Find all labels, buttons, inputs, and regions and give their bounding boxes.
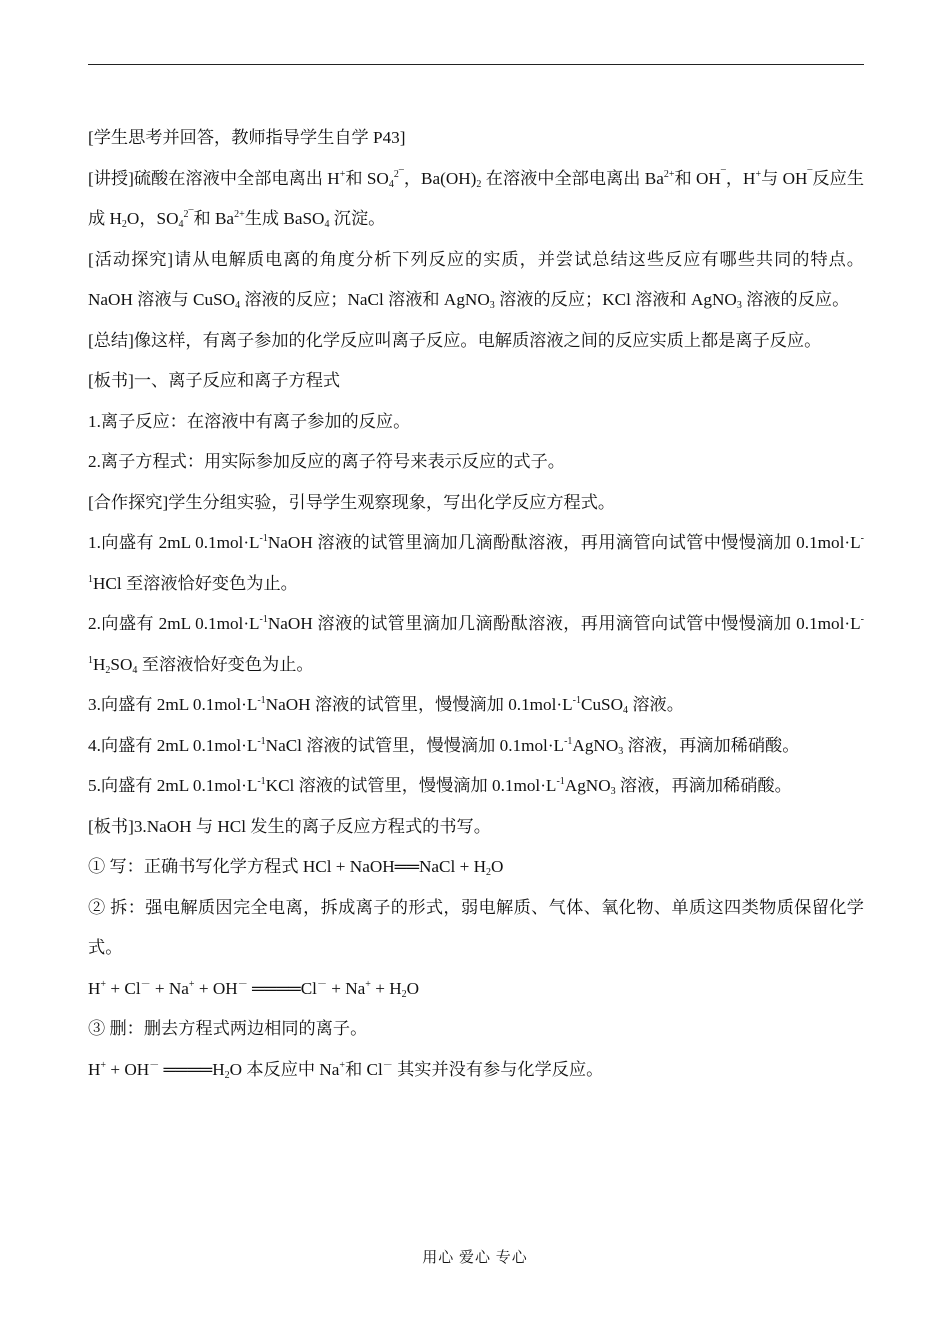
paragraph-board-step-heading: [板书]3.NaOH 与 HCl 发生的离子反应方程式的书写。 bbox=[88, 816, 491, 836]
experiment-item-3: 3.向盛有 2mL $0.1mol\cdot L^{-1}NaOH$ 溶液的试管里，慢慢滴加 $0.1mol\cdot L^{-1}CuSO_4$ 溶液。 bbox=[88, 695, 684, 716]
step-write: ① 写：正确书写化学方程式 HCl + NaOH══NaCl + $H_2O$ bbox=[88, 857, 504, 878]
paragraph-activity: [活动探究]请从电解质电离的角度分析下列反应的实质，并尝试总结这些反应有哪些共同的特点。NaOH 溶液与 CuSO$_4$ 溶液的反应；NaCl 溶液和 AgNO$_3$ 溶液的反应；KCl 溶液和 AgNO$_3$ 溶液的反应。 bbox=[88, 249, 864, 311]
document-body bbox=[88, 118, 864, 1090]
equation-net-ionic: H+ + OH－ $════H_2O$ 本反应中 Na+和 Cl－ 其实并没有参与化学反应。 bbox=[88, 1059, 604, 1081]
paragraph-definition-ionic-reaction: 1.离子反应：在溶液中有离子参加的反应。 bbox=[88, 411, 411, 431]
experiment-item-1: 1.向盛有 2mL $0.1mol\cdot L^{-1}NaOH$ 溶液的试管里滴加几滴酚酞溶液，再用滴管向试管中慢慢滴加 $0.1mol\cdot L^{-1}HCl$ 至溶液恰好变色为止。 bbox=[88, 533, 864, 593]
experiment-item-4: 4.向盛有 2mL $0.1mol\cdot L^{-1}NaCl$ 溶液的试管里，慢慢滴加 $0.1mol\cdot L^{-1}AgNO_3$ 溶液，再滴加稀硝酸。 bbox=[88, 735, 800, 757]
equation-full-ionic: H+ + Cl－ + Na+ + OH－ ════Cl－ + $Na^+ + H_2O$ bbox=[88, 978, 420, 1000]
step-split: ② 拆：强电解质因完全电离，拆成离子的形式，弱电解质、气体、氧化物、单质这四类物质保留化学式。 bbox=[88, 897, 864, 957]
paragraph-student-thinking: [学生思考并回答，教师指导学生自学 P43] bbox=[88, 128, 406, 147]
paragraph-cooperative-inquiry: [合作探究]学生分组实验，引导学生观察现象，写出化学反应方程式。 bbox=[88, 492, 616, 512]
header-rule bbox=[88, 64, 864, 65]
experiment-item-5: 5.向盛有 2mL $0.1mol\cdot L^{-1}KCl$ 溶液的试管里，慢慢滴加 $0.1mol\cdot L^{-1}AgNO_3$ 溶液，再滴加稀硝酸。 bbox=[88, 776, 792, 797]
page-footer: 用心 爱心 专心 bbox=[422, 1250, 528, 1266]
paragraph-summary: [总结]像这样，有离子参加的化学反应叫离子反应。电解质溶液之间的反应实质上都是离子反应。 bbox=[88, 330, 822, 350]
experiment-item-2: 2.向盛有 2mL $0.1mol\cdot L^{-1}NaOH$ 溶液的试管里滴加几滴酚酞溶液，再用滴管向试管中慢慢滴加 $0.1mol\cdot L^{-1}H_2SO_4$ 至溶液恰好变色为止。 bbox=[88, 614, 864, 676]
paragraph-definition-ionic-equation: 2.离子方程式：用实际参加反应的离子符号来表示反应的式子。 bbox=[88, 452, 565, 471]
step-delete: ③ 删：删去方程式两边相同的离子。 bbox=[88, 1019, 368, 1038]
paragraph-lecture: [讲授]硫酸在溶液中全部电离出 H+和 $SO_4^{2¯}$，$Ba(OH)_2$ 在溶液中全部电离出 $Ba^{2+}$和 OH¯，H+与 OH¯反应生成 $H_2O$，$SO_4^{2¯}$和 $Ba^{2+}$生成 BaSO$_4$ 沉淀。 bbox=[88, 168, 865, 230]
paragraph-board-heading: [板书]一、离子反应和离子方程式 bbox=[88, 371, 341, 390]
